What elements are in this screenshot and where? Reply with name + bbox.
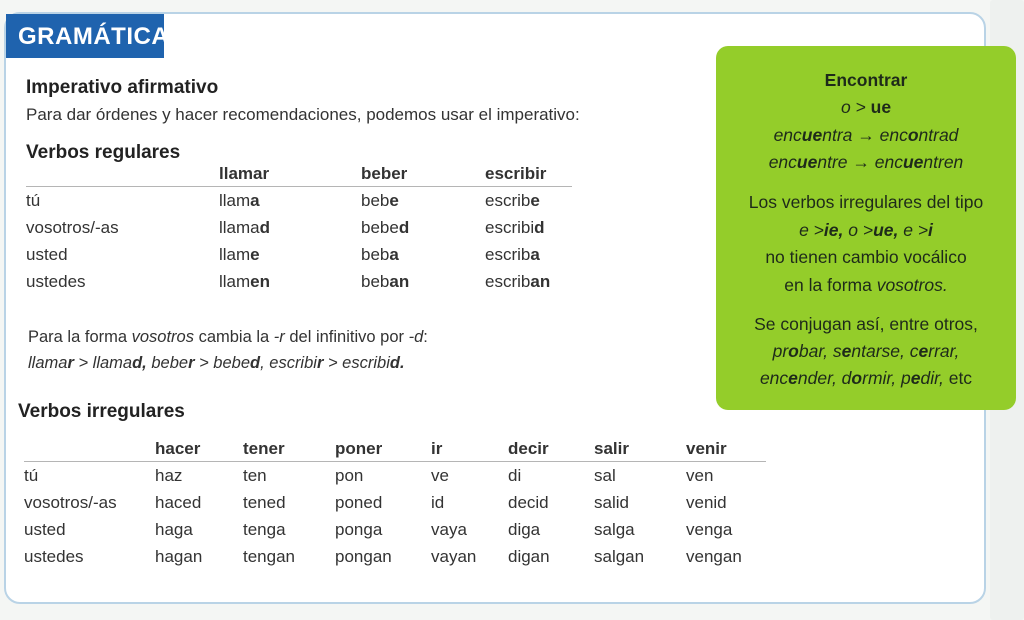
verb-stem: llam — [219, 271, 251, 291]
verb-ending: d — [259, 217, 271, 237]
vosotros-rule — [28, 328, 428, 347]
verb-cell: ponga — [335, 519, 383, 539]
verb-cell — [219, 268, 361, 295]
person-cell: tú — [26, 190, 41, 210]
person-cell: ustedes — [26, 271, 86, 291]
verb-cell — [485, 214, 572, 241]
verb-cell: salgan — [594, 546, 645, 566]
verb-stem: beb — [361, 271, 390, 291]
verb-cell — [485, 268, 572, 295]
verb-cell: decid — [508, 492, 549, 512]
verb-stem: escrib — [485, 190, 531, 210]
verb-cell: id — [431, 492, 445, 512]
verb-ending: d — [534, 217, 545, 237]
column-header-llamar: llamar — [219, 164, 270, 183]
rule-text: -r — [273, 328, 285, 346]
note-text: etc — [943, 368, 973, 388]
rule-text: cambia la — [193, 328, 274, 346]
verb-cell: pon — [335, 465, 364, 485]
column-header-ir: ir — [431, 439, 443, 458]
note-example-2: encuentre → encuentren — [768, 152, 964, 172]
column-header-escribir: escribir — [485, 164, 547, 183]
encontrar-note — [716, 46, 1016, 410]
column-header-poner: poner — [335, 439, 383, 458]
verb-ending: d — [398, 217, 410, 237]
verb-cell — [485, 241, 572, 268]
verb-cell: haga — [155, 519, 193, 539]
verb-cell — [219, 214, 361, 241]
verb-cell: hagan — [155, 546, 203, 566]
person-cell: usted — [26, 244, 68, 264]
verb-cell: diga — [508, 519, 541, 539]
table-row — [26, 268, 572, 295]
rule-text: -d — [408, 328, 424, 346]
verb-cell: salid — [594, 492, 629, 512]
intro-title: Imperativo afirmativo — [26, 77, 219, 98]
verb-cell: tened — [243, 492, 286, 512]
verb-ending: e — [389, 190, 399, 210]
verb-stem: beb — [361, 244, 390, 264]
verb-cell: digan — [508, 546, 550, 566]
verb-cell: ven — [686, 465, 714, 485]
note-p1 — [716, 275, 1016, 296]
table-row — [24, 543, 766, 570]
verb-ending: an — [389, 271, 410, 291]
column-header-beber: beber — [361, 164, 408, 183]
verb-cell — [361, 187, 485, 215]
verb-stem: llama — [219, 217, 260, 237]
verb-cell: sal — [594, 465, 616, 485]
verb-stem: escrib — [485, 244, 531, 264]
verb-cell: vaya — [431, 519, 467, 539]
verb-ending: a — [389, 244, 399, 264]
note-p1: no tienen cambio vocálico — [765, 247, 967, 267]
note-change: o > ue — [840, 97, 892, 117]
verb-stem: llam — [219, 190, 251, 210]
verb-cell — [361, 214, 485, 241]
note-p2-examples: probar, sentarse, cerrar, — [772, 341, 960, 361]
column-header-salir: salir — [594, 439, 629, 458]
verb-cell: pongan — [335, 546, 392, 566]
rule-text: : — [423, 328, 428, 346]
verb-cell: di — [508, 465, 522, 485]
column-header-venir: venir — [686, 439, 727, 458]
verb-cell — [219, 187, 361, 215]
person-cell: usted — [24, 519, 66, 539]
column-header-hacer: hacer — [155, 439, 201, 458]
verb-ending: a — [530, 244, 540, 264]
irregular-verbs-table — [24, 437, 766, 570]
verb-ending: an — [530, 271, 551, 291]
rule-text: vosotros — [131, 328, 194, 346]
verb-cell: tenga — [243, 519, 286, 539]
verb-cell: vengan — [686, 546, 742, 566]
verb-cell — [361, 241, 485, 268]
verb-ending: en — [250, 271, 271, 291]
table-row — [26, 241, 572, 268]
verb-cell: tengan — [243, 546, 295, 566]
intro-text: Para dar órdenes y hacer recomendaciones, podemos usar el imperativo: — [26, 105, 580, 124]
verb-cell: haz — [155, 465, 183, 485]
note-text: en la forma — [784, 275, 877, 295]
verb-cell: venid — [686, 492, 727, 512]
regular-verbs-title: Verbos regulares — [26, 142, 181, 163]
note-text: vosotros. — [876, 275, 948, 295]
verb-cell: vayan — [431, 546, 477, 566]
person-cell: ustedes — [24, 546, 84, 566]
section-tag: GRAMÁTICA — [6, 14, 164, 58]
table-row — [24, 516, 766, 543]
note-title: Encontrar — [824, 70, 908, 90]
verb-cell: ve — [431, 465, 449, 485]
verb-ending: a — [250, 190, 260, 210]
verb-cell: salga — [594, 519, 635, 539]
person-cell: vosotros/-as — [26, 217, 119, 237]
verb-stem: bebe — [361, 217, 399, 237]
irregular-verbs-title: Verbos irregulares — [18, 401, 185, 422]
table-row — [26, 187, 572, 215]
note-p2-examples: encender, dormir, pedir, etc — [759, 368, 973, 388]
arrow-icon: → — [857, 125, 875, 145]
verb-cell: poned — [335, 492, 383, 512]
verb-stem: llam — [219, 244, 251, 264]
verb-cell — [219, 241, 361, 268]
verb-cell: ten — [243, 465, 267, 485]
rule-examples: llamar > llamad, beber > bebed, escribir > escribid. — [28, 354, 405, 372]
rule-text: Para la forma — [28, 328, 132, 346]
verb-cell: haced — [155, 492, 202, 512]
table-row — [24, 489, 766, 516]
person-cell: vosotros/-as — [24, 492, 117, 512]
column-header-person — [24, 437, 155, 462]
verb-stem: beb — [361, 190, 390, 210]
table-row — [24, 462, 766, 490]
regular-verbs-table — [26, 162, 572, 295]
column-header-decir: decir — [508, 439, 549, 458]
person-cell: tú — [24, 465, 39, 485]
verb-stem: escribi — [485, 217, 535, 237]
verb-cell — [485, 187, 572, 215]
note-p2: Se conjugan así, entre otros, — [754, 314, 978, 334]
verb-stem: escrib — [485, 271, 531, 291]
verb-ending: e — [530, 190, 540, 210]
verb-cell — [361, 268, 485, 295]
column-header-tener: tener — [243, 439, 285, 458]
verb-ending: e — [250, 244, 260, 264]
table-row — [26, 214, 572, 241]
note-p1-types: e >ie, o >ue, e >i — [799, 220, 933, 240]
verb-cell: venga — [686, 519, 733, 539]
rule-text: del infinitivo por — [284, 328, 409, 346]
note-p1: Los verbos irregulares del tipo — [748, 192, 984, 212]
column-header-person — [26, 162, 219, 187]
note-example-1: encuentra → encontrad — [773, 125, 959, 145]
